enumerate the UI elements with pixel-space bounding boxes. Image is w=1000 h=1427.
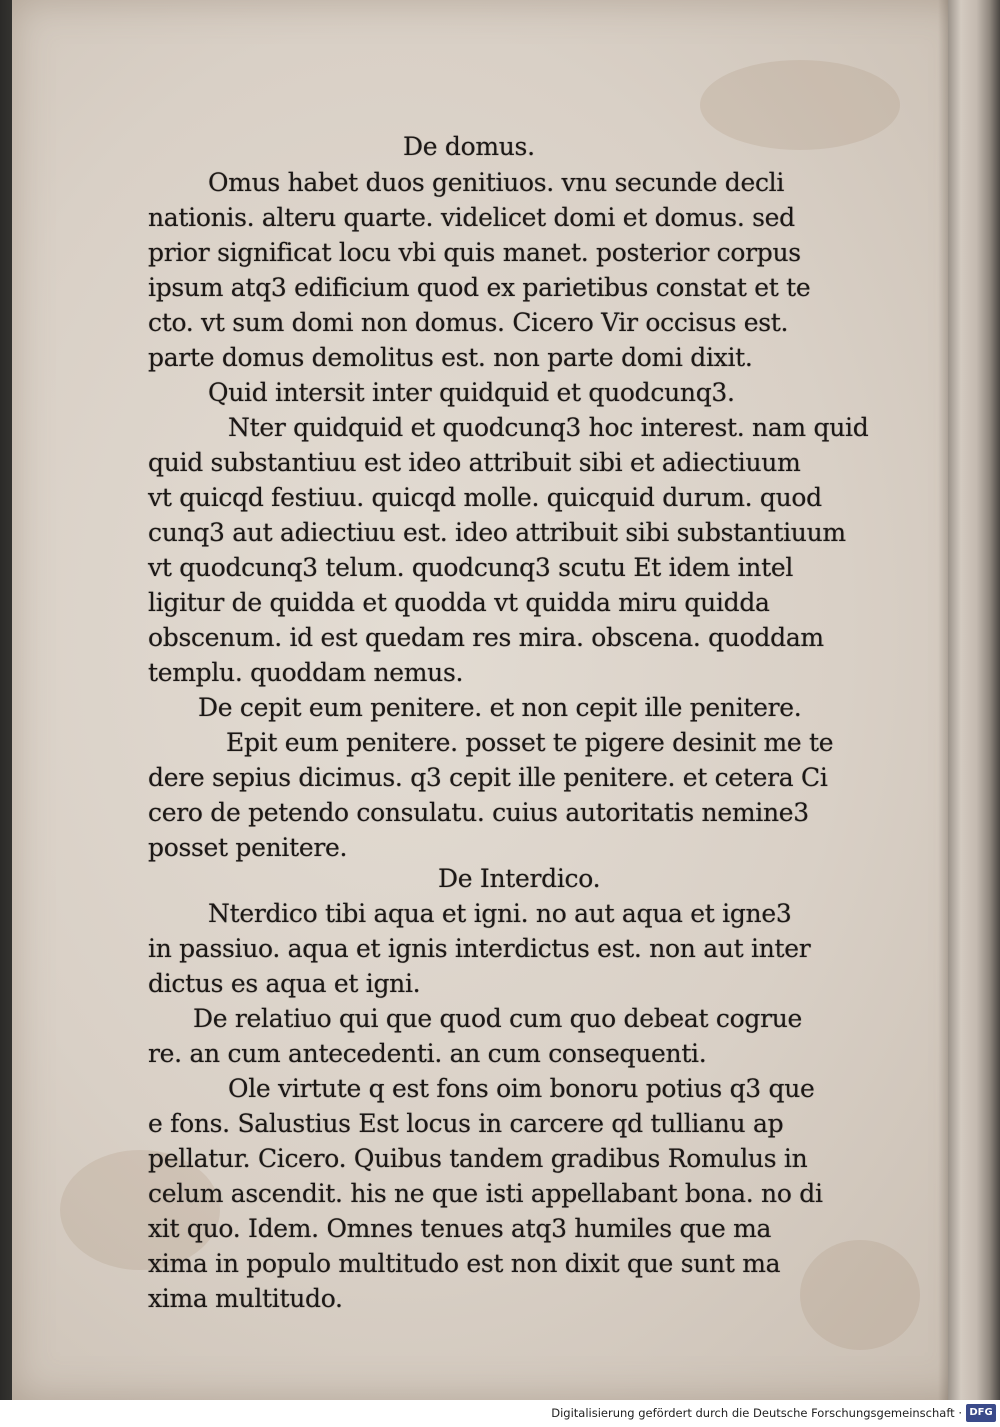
text-line: quid substantiuu est ideo attribuit sibi et adiectiuum: [148, 448, 801, 477]
text-line: pellatur. Cicero. Quibus tandem gradibus Romulus in: [148, 1144, 808, 1173]
section-heading: De relatiuo qui que quod cum quo debeat cogrue: [193, 1004, 803, 1033]
text-line: Omus habet duos genitiuos. vnu secunde decli: [208, 168, 785, 197]
section-heading: De domus.: [403, 132, 535, 161]
text-line: nationis. alteru quarte. videlicet domi et domus. sed: [148, 203, 795, 232]
section-heading: re. an cum antecedenti. an cum consequenti.: [148, 1039, 707, 1068]
text-line: e fons. Salustius Est locus in carcere qd tullianu ap: [148, 1109, 784, 1138]
text-line: obscenum. id est quedam res mira. obscena. quoddam: [148, 623, 824, 652]
text-line: vt quodcunq3 telum. quodcunq3 scutu Et idem intel: [148, 553, 794, 582]
text-line: parte domus demolitus est. non parte domi dixit.: [148, 343, 753, 372]
text-line: celum ascendit. his ne que isti appellabant bona. no di: [148, 1179, 823, 1208]
text-line: cero de petendo consulatu. cuius autoritatis nemine3: [148, 798, 809, 827]
text-line: xima in populo multitudo est non dixit que sunt ma: [148, 1249, 781, 1278]
text-line: in passiuo. aqua et ignis interdictus est. non aut inter: [148, 934, 811, 963]
section-heading: De Interdico.: [438, 864, 601, 893]
text-line: posset penitere.: [148, 833, 348, 862]
section-heading: De cepit eum penitere. et non cepit ille penitere.: [198, 693, 802, 722]
section-heading: Quid intersit inter quidquid et quodcunq3.: [208, 378, 735, 407]
dfg-logo: DFG: [966, 1404, 996, 1422]
digitization-footer: [0, 1400, 1000, 1427]
text-line: Epit eum penitere. posset te pigere desinit me te: [226, 728, 834, 757]
text-line: cunq3 aut adiectiuu est. ideo attribuit sibi substantiuum: [148, 518, 846, 547]
text-line: Nterdico tibi aqua et igni. no aut aqua et igne3: [208, 899, 792, 928]
text-line: prior significat locu vbi quis manet. posterior corpus: [148, 238, 801, 267]
text-line: vt quicqd festiuu. quicqd molle. quicquid durum. quod: [148, 483, 822, 512]
text-line: templu. quoddam nemus.: [148, 658, 464, 687]
text-line: ligitur de quidda et quodda vt quidda miru quidda: [148, 588, 770, 617]
text-line: xit quo. Idem. Omnes tenues atq3 humiles que ma: [148, 1214, 772, 1243]
text-line: cto. vt sum domi non domus. Cicero Vir occisus est.: [148, 308, 789, 337]
text-line: xima multitudo.: [148, 1284, 343, 1313]
footer-credit: Digitalisierung gefördert durch die Deutsche Forschungsgemeinschaft ·: [551, 1406, 962, 1420]
text-line: dictus es aqua et igni.: [148, 969, 421, 998]
text-line: Nter quidquid et quodcunq3 hoc interest. nam quid: [228, 413, 869, 442]
text-line: ipsum atq3 edificium quod ex parietibus constat et te: [148, 273, 811, 302]
book-spine-edge: [948, 0, 1000, 1400]
paper-stain: [700, 60, 900, 150]
text-line: Ole virtute q est fons oim bonoru potius q3 que: [228, 1074, 815, 1103]
paper-stain: [800, 1240, 920, 1350]
text-line: dere sepius dicimus. q3 cepit ille penitere. et cetera Ci: [148, 763, 828, 792]
